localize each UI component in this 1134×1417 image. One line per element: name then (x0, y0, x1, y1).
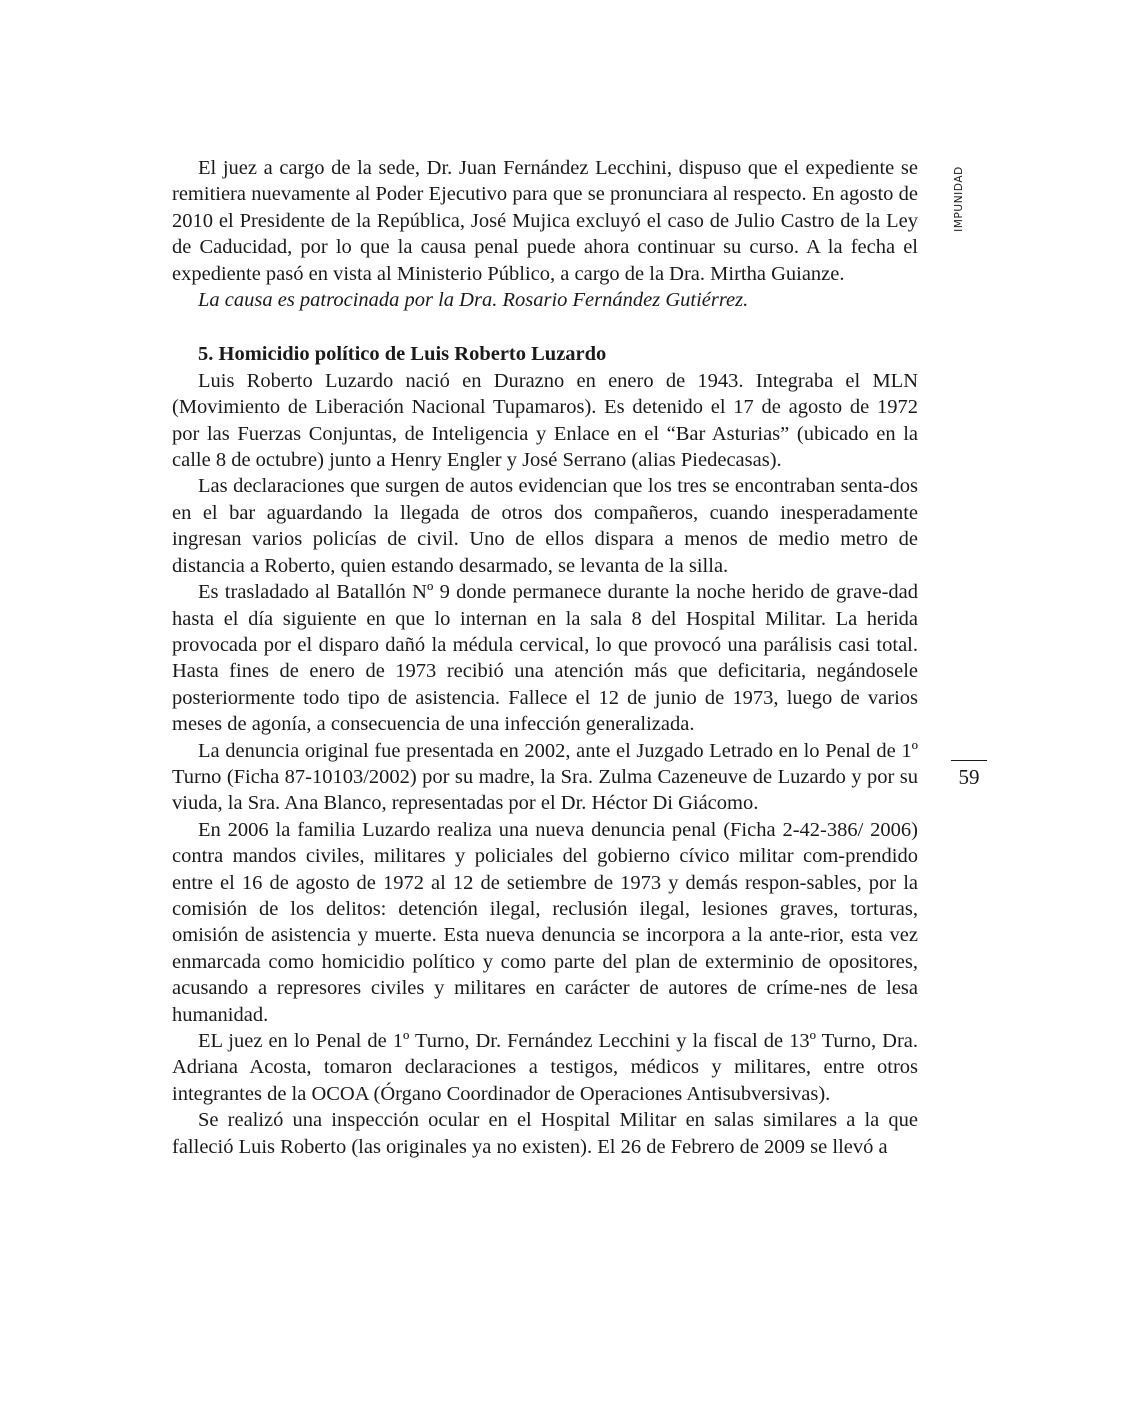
paragraph: Es trasladado al Batallón Nº 9 donde permanece durante la noche herido de grave-dad hasta el día siguiente en que lo internan en la sala 8 del Hospital Militar. La herida provocada por el disparo dañó la médula cervical, lo que provocó una parálisis casi total. Hasta fines de enero de 1973 recibió una atención más que deficitaria, negándosele posteriormente todo tipo de asistencia. Fallece el 12 de junio de 1973, luego de varios meses de agonía, a consecuencia de una infección generalizada. (172, 581, 918, 736)
paragraph: EL juez en lo Penal de 1º Turno, Dr. Fernández Lecchini y la fiscal de 13º Turno, Dra. Adriana Acosta, tomaron declaraciones a testigos, médicos y militares, entre otros integrantes de la OCOA (Órgano Coordinador de Operaciones Antisubversivas). (172, 1030, 918, 1105)
paragraph: La denuncia original fue presentada en 2002, ante el Juzgado Letrado en lo Penal de 1º Turno (Ficha 87-10103/2002) por su madre, la Sra. Zulma Cazeneuve de Luzardo y por su viuda, la Sra. Ana Blanco, representadas por el Dr. Héctor Di Giácomo. (172, 739, 918, 815)
page-number-rule (951, 760, 987, 761)
body-text (172, 155, 918, 1160)
section-heading: 5. Homicidio político de Luis Roberto Luzardo (198, 343, 607, 366)
paragraph: Luis Roberto Luzardo nació en Durazno en enero de 1943. Integraba el MLN (Movimiento de Liberación Nacional Tupamaros). Es detenido el 17 de agosto de 1972 por las Fuerzas Conjuntas, de Inteligencia y Enlace en el “Bar Asturias” (ubicado en la calle 8 de octubre) junto a Henry Engler y José Serrano (alias Piedecasas). (172, 369, 918, 472)
running-head (946, 159, 972, 239)
paragraph: Se realizó una inspección ocular en el Hospital Militar en salas similares a la que falleció Luis Roberto (las originales ya no existen). El 26 de Febrero de 2009 se llevó a (172, 1109, 918, 1158)
paragraph: El juez a cargo de la sede, Dr. Juan Fernández Lecchini, dispuso que el expediente se remitiera nuevamente al Poder Ejecutivo para que se pronunciara al respecto. En agosto de 2010 el Presidente de la República, José Mujica excluyó el caso de Julio Castro de la Ley de Caducidad, por lo que la causa penal puede ahora continuar su curso. A la fecha el expediente pasó en vista al Ministerio Público, a cargo de la Dra. Mirtha Guianze. (172, 157, 918, 285)
paragraph: En 2006 la familia Luzardo realiza una nueva denuncia penal (Ficha 2-42-386/ 2006) contra mandos civiles, militares y policiales del gobierno cívico militar com-prendido entre el 16 de agosto de 1972 al 12 de setiembre de 1973 y demás respon-sables, por la comisión de los delitos: detención ilegal, reclusión ilegal, lesiones graves, torturas, omisión de asistencia y muerte. Esta nueva denuncia se incorpora a la ante-rior, esta vez enmarcada como homicidio político y como parte del plan de exterminio de opositores, acusando a represores civiles y militares en carácter de autores de críme-nes de lesa humanidad. (172, 818, 918, 1026)
paragraph: Las declaraciones que surgen de autos evidencian que los tres se encontraban senta-dos en el bar aguardando la llegada de otros dos compañeros, cuando inesperadamente ingresan varios policías de civil. Uno de ellos dispara a menos de medio metro de distancia a Roberto, quien estando desarmado, se levanta de la silla. (172, 475, 918, 577)
page-number: 59 (958, 765, 980, 789)
running-head-text: IMPUNIDAD (953, 166, 966, 232)
sponsor-note: La causa es patrocinada por la Dra. Rosario Fernández Gutiérrez. (198, 289, 749, 312)
